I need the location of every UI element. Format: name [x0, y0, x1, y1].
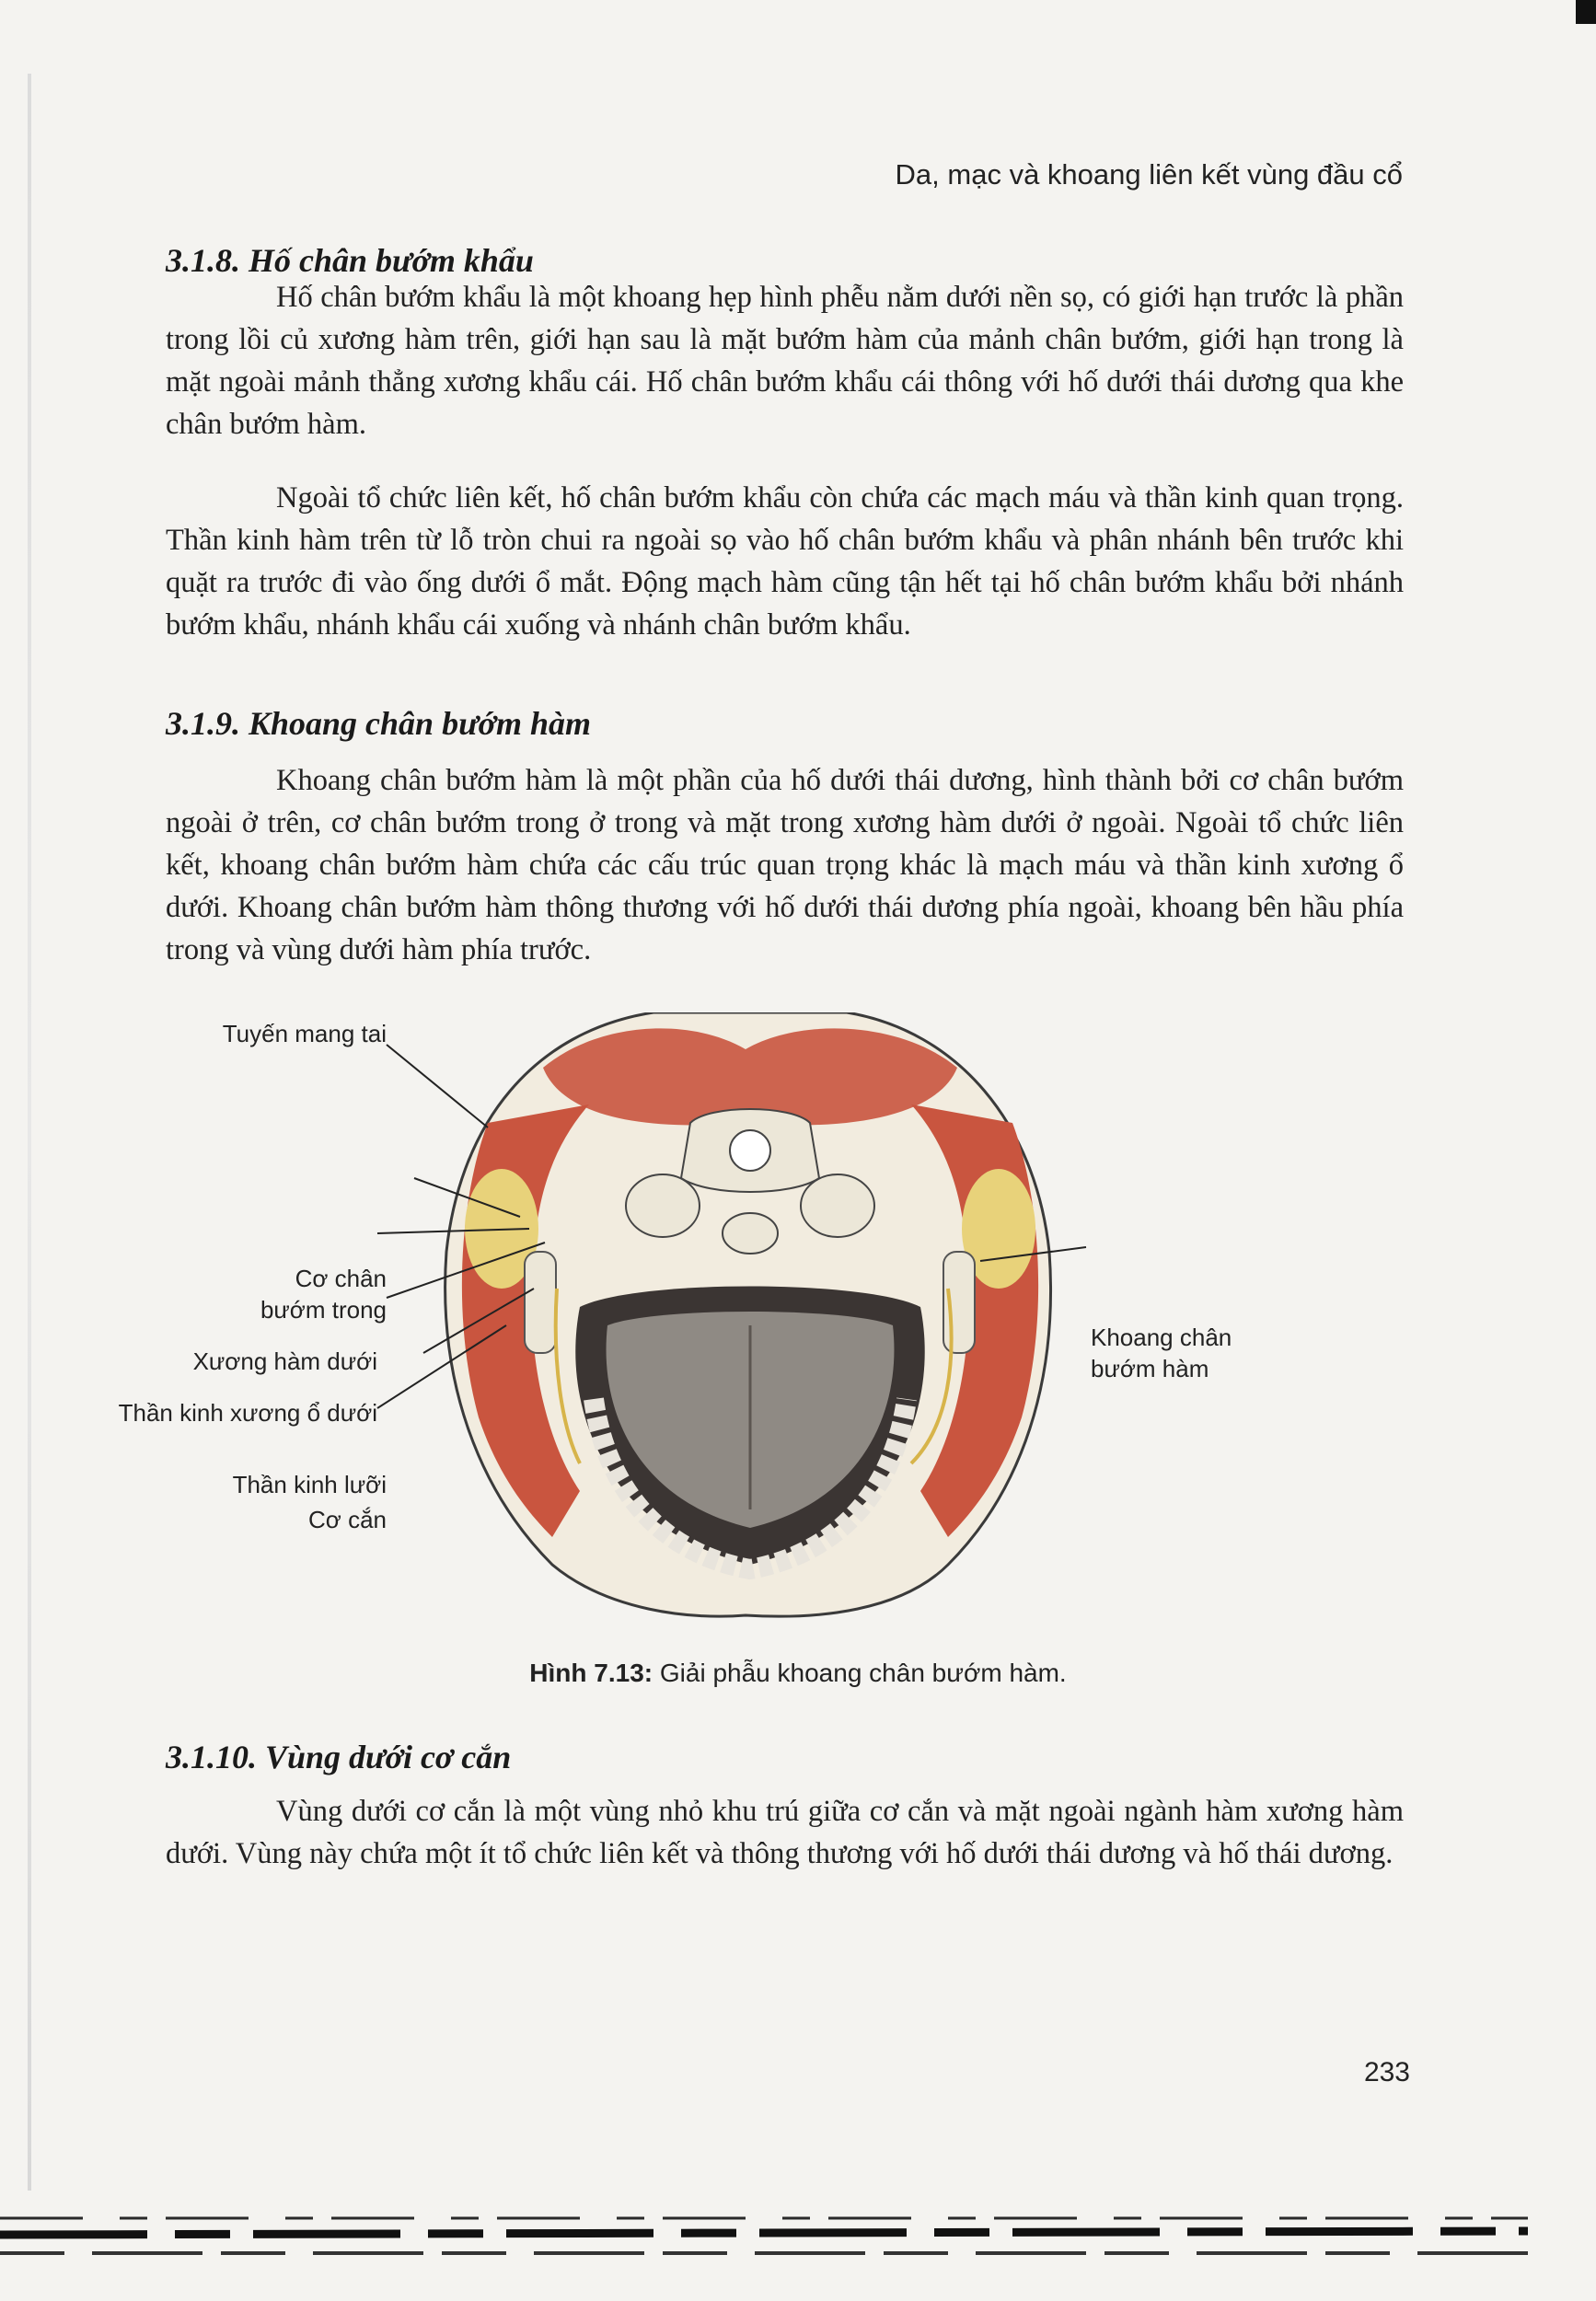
figure-label-co-can: Cơ cắn: [308, 1506, 387, 1533]
caption-text: Giải phẫu khoang chân bướm hàm.: [653, 1659, 1067, 1687]
figure-label-co-chan: Cơ chân: [295, 1265, 387, 1292]
figure-label-khoang-chan: Khoang chân: [1091, 1324, 1232, 1351]
figure-caption: [0, 1659, 1596, 1688]
paragraph: Vùng dưới cơ cắn là một vùng nhỏ khu trú giữa cơ cắn và mặt ngoài ngành hàm xương hàm dưới. Vùng này chứa một ít tổ chức liên kết và thông thương với hố dưới thái dương và hố thái dương.: [166, 1795, 1404, 1870]
anatomy-figure: [118, 1012, 1289, 1620]
figure-label-buom-ham: bướm hàm: [1091, 1355, 1209, 1382]
section-heading-3-1-8: 3.1.8. Hố chân bướm khẩu: [166, 242, 534, 279]
figure-label-than-kinh-luoi: Thần kinh lưỡi: [232, 1471, 387, 1498]
section-heading-3-1-10: 3.1.10. Vùng dưới cơ cắn: [166, 1739, 512, 1775]
scan-corner-mark: [1576, 0, 1596, 24]
anatomy-illustration: [304, 1012, 1289, 1620]
paragraph: Ngoài tổ chức liên kết, hố chân bướm khẩu còn chứa các mạch máu và thần kinh quan trọng. Thần kinh hàm trên từ lỗ tròn chui ra ngoài sọ vào hố chân bướm khẩu và phân nhánh bên trước khi quặt ra trước đi vào ống dưới ổ mắt. Động mạch hàm cũng tận hết tại hố chân bướm khẩu bởi nhánh bướm khẩu, nhánh khẩu cái xuống và nhánh chân bướm khẩu.: [166, 481, 1404, 642]
figure-label-buom-trong: bướm trong: [260, 1296, 387, 1324]
scan-artifact-band: [0, 2200, 1596, 2264]
page-gutter-shadow: [28, 74, 31, 2191]
figure-label-xuong-ham-duoi: Xương hàm dưới: [192, 1347, 377, 1375]
paragraph: Hố chân bướm khẩu là một khoang hẹp hình phễu nằm dưới nền sọ, có giới hạn trước là phần trong lồi củ xương hàm trên, giới hạn sau là mặt bướm hàm của mảnh chân bướm, giới hạn trong là mặt ngoài mảnh thẳng xương khẩu cái. Hố chân bướm khẩu cái thông với hố dưới thái dương qua khe chân bướm hàm.: [166, 281, 1404, 441]
running-header: Da, mạc và khoang liên kết vùng đầu cổ: [895, 158, 1403, 191]
section-heading-3-1-9: 3.1.9. Khoang chân bướm hàm: [166, 705, 591, 742]
figure-label-than-kinh-xuong-o-duoi: Thần kinh xương ổ dưới: [118, 1399, 377, 1427]
paragraph: Khoang chân bướm hàm là một phần của hố dưới thái dương, hình thành bởi cơ chân bướm ngoài ở trên, cơ chân bướm trong ở trong và mặt trong xương hàm dưới ở ngoài. Ngoài tổ chức liên kết, khoang chân bướm hàm chứa các cấu trúc quan trọng khác là mạch máu và thần kinh xương ổ dưới. Khoang chân bướm hàm thông thương với hố dưới thái dương phía ngoài, khoang bên hầu phía trong và vùng dưới hàm phía trước.: [166, 764, 1404, 966]
figure-label-tuyen-mang-tai: Tuyến mang tai: [222, 1020, 387, 1047]
page-number: 233: [1363, 2057, 1410, 2087]
caption-prefix: Hình 7.13:: [529, 1659, 653, 1687]
